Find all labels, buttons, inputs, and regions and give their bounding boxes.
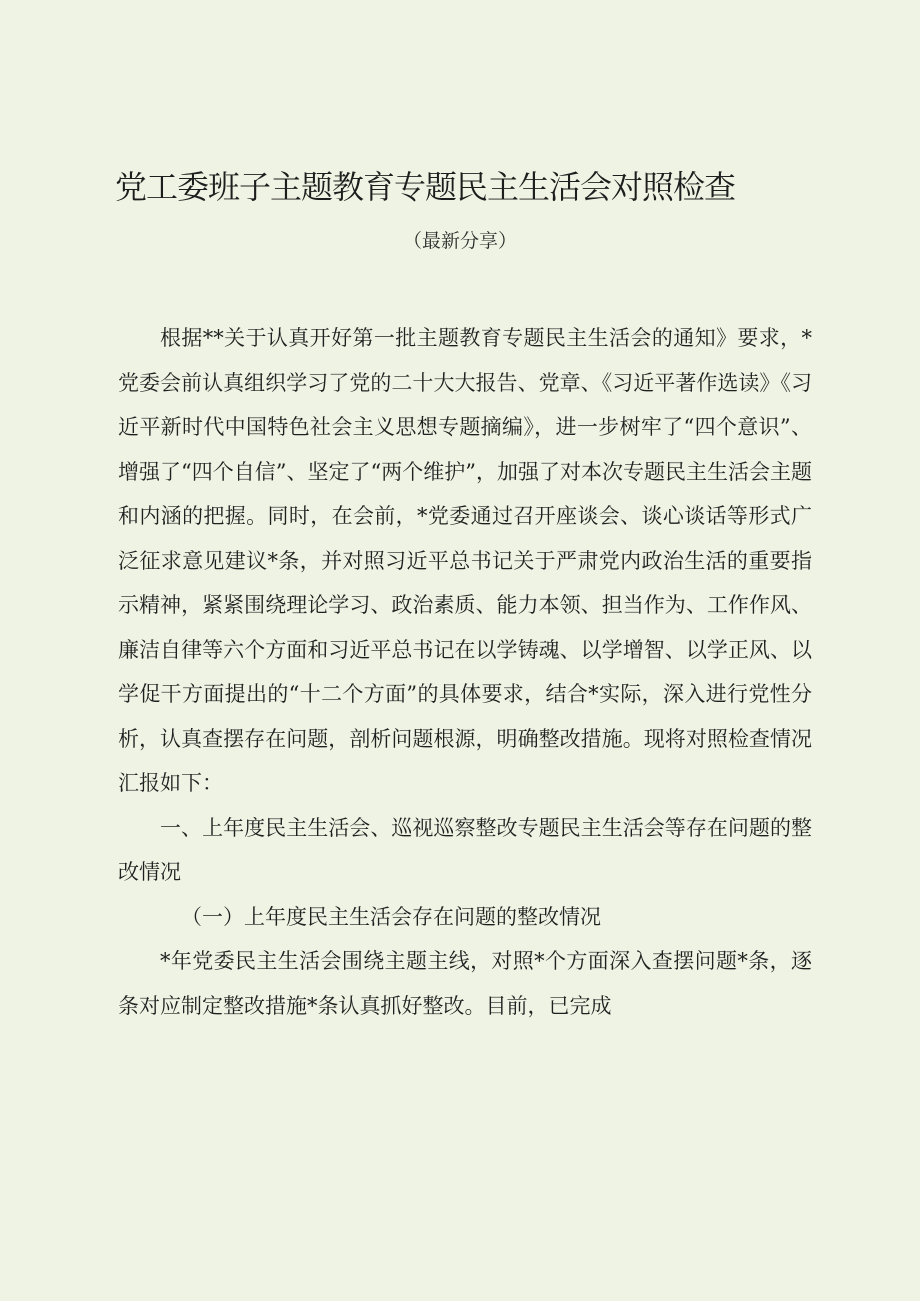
intro-paragraph: 根据**关于认真开好第一批主题教育专题民主生活会的通知》要求，*党委会前认真组织学习了党的二十大大报告、党章、《习近平著作选读》《习近平新时代中国特色社会主义思想专题摘编》，进一步树牢了“四个意识”、增强了“四个自信”、坚定了“两个维护”，加强了对本次专题民主生活会主题和内涵的把握。同时，在会前，*党委通过召开座谈会、谈心谈话等形式广泛征求意见建议*条，并对照习近平总书记关于严肃党内政治生活的重要指示精神，紧紧围绕理论学习、政治素质、能力本领、担当作为、工作作风、廉洁自律等六个方面和习近平总书记在以学铸魂、以学增智、以学正风、以学促干方面提出的“十二个方面”的具体要求，结合*实际，深入进行党性分析，认真查摆存在问题，剖析问题根源，明确整改措施。现将对照检查情况汇报如下：	[118, 326, 812, 795]
document-subtitle: （最新分享）	[402, 230, 517, 252]
subsection-heading-1: （一）上年度民主生活会存在问题的整改情况	[181, 904, 601, 929]
document-body	[118, 316, 812, 1028]
subsection-paragraph-1: *年党委民主生活会围绕主题主线，对照*个方面深入查摆问题*条，逐条对应制定整改措施*条认真抓好整改。目前，已完成	[118, 949, 812, 1018]
section-heading-1: 一、上年度民主生活会、巡视巡察整改专题民主生活会等存在问题的整改情况	[118, 815, 812, 884]
document-title: 党工委班子主题教育专题民主生活会对照检查	[115, 168, 736, 206]
